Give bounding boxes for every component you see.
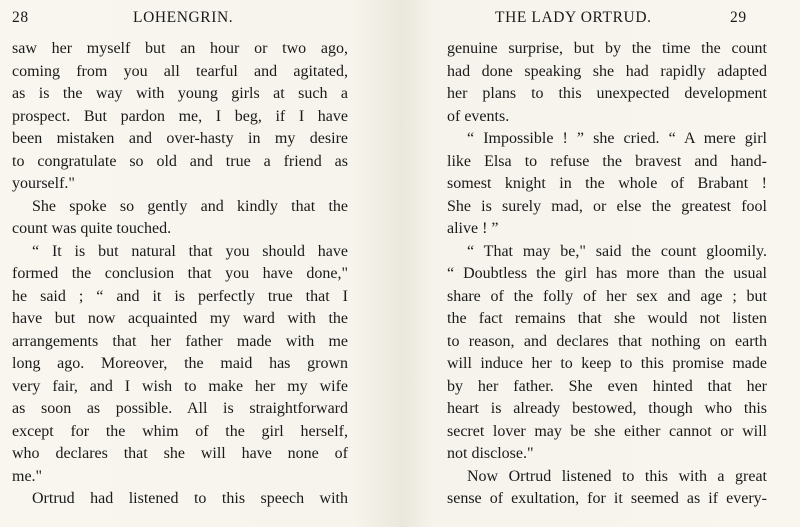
text-line: her plans to this unexpected development	[447, 85, 767, 102]
text-line: as is the way with young girls at such a	[12, 85, 348, 102]
text-line: to congratulate so old and true a friend as	[12, 152, 348, 170]
text-line: of events.	[447, 107, 510, 125]
text-line: have but now acquainted my ward with the	[12, 310, 348, 327]
text-line: he said ; “ and it is perfectly true that I	[12, 287, 348, 305]
text-line: will induce her to keep to this promise made	[447, 355, 767, 372]
text-line: who declares that she will have none of	[12, 445, 348, 462]
text-line: not disclose."	[447, 445, 534, 462]
text-line: the fact remains that she would not listen	[447, 310, 767, 327]
right-page	[400, 0, 800, 527]
text-line: Now Ortrud listened to this with a great	[467, 467, 767, 485]
text-line: prospect. But pardon me, I beg, if I have	[12, 107, 348, 125]
text-line: very fair, and I wish to make her my wife	[12, 377, 348, 395]
text-line: “ Impossible ! ” she cried. “ A mere girl	[467, 130, 767, 147]
text-line: Ortrud had listened to this speech with	[32, 490, 348, 507]
text-line: yourself."	[12, 175, 75, 192]
text-line: except for the whim of the girl herself,	[12, 422, 348, 440]
text-line: She is surely mad, or else the greatest fool	[447, 197, 767, 215]
page-number: 29	[730, 9, 747, 26]
text-line: formed the conclusion that you have done,"	[12, 265, 348, 282]
text-line: to reason, and declares that nothing on earth	[447, 332, 767, 350]
text-line: “ Doubtless the girl has more than the usual	[447, 265, 767, 282]
text-line: alive ! ”	[447, 220, 499, 237]
text-line: “ That may be," said the count gloomily.	[467, 242, 767, 260]
text-line: “ It is but natural that you should have	[32, 242, 348, 260]
text-line: sense of exultation, for it seemed as if every-	[447, 490, 767, 507]
text-line: genuine surprise, but by the time the count	[447, 40, 767, 57]
text-line: count was quite touched.	[12, 220, 172, 237]
text-line: arrangements that her father made with me	[12, 332, 348, 350]
page-number: 28	[12, 9, 29, 26]
text-line: as soon as possible. All is straightforward	[12, 400, 348, 417]
text-line: secret lover may be she either cannot or will	[447, 422, 767, 440]
text-line: somest knight in the whole of Brabant !	[447, 175, 767, 192]
text-line: heart is already bestowed, though who this	[447, 400, 767, 417]
text-line: been mistaken and over-hasty in my desire	[12, 130, 348, 147]
text-line: had done speaking she had rapidly adapted	[447, 62, 767, 80]
body-text	[12, 38, 348, 511]
text-line: share of the folly of her sex and age ; but	[447, 287, 767, 305]
text-line: She spoke so gently and kindly that the	[32, 197, 348, 215]
running-head: LOHENGRIN.	[133, 9, 234, 26]
text-line: like Elsa to refuse the bravest and hand-	[447, 152, 767, 170]
text-line: saw her myself but an hour or two ago,	[12, 40, 348, 57]
text-line: me."	[12, 467, 43, 485]
text-line: coming from you all tearful and agitated,	[12, 62, 348, 80]
running-head: THE LADY ORTRUD.	[495, 9, 652, 26]
text-line: long ago. Moreover, the maid has grown	[12, 355, 348, 372]
body-text	[447, 38, 767, 511]
text-line: by her father. She even hinted that her	[447, 377, 767, 395]
